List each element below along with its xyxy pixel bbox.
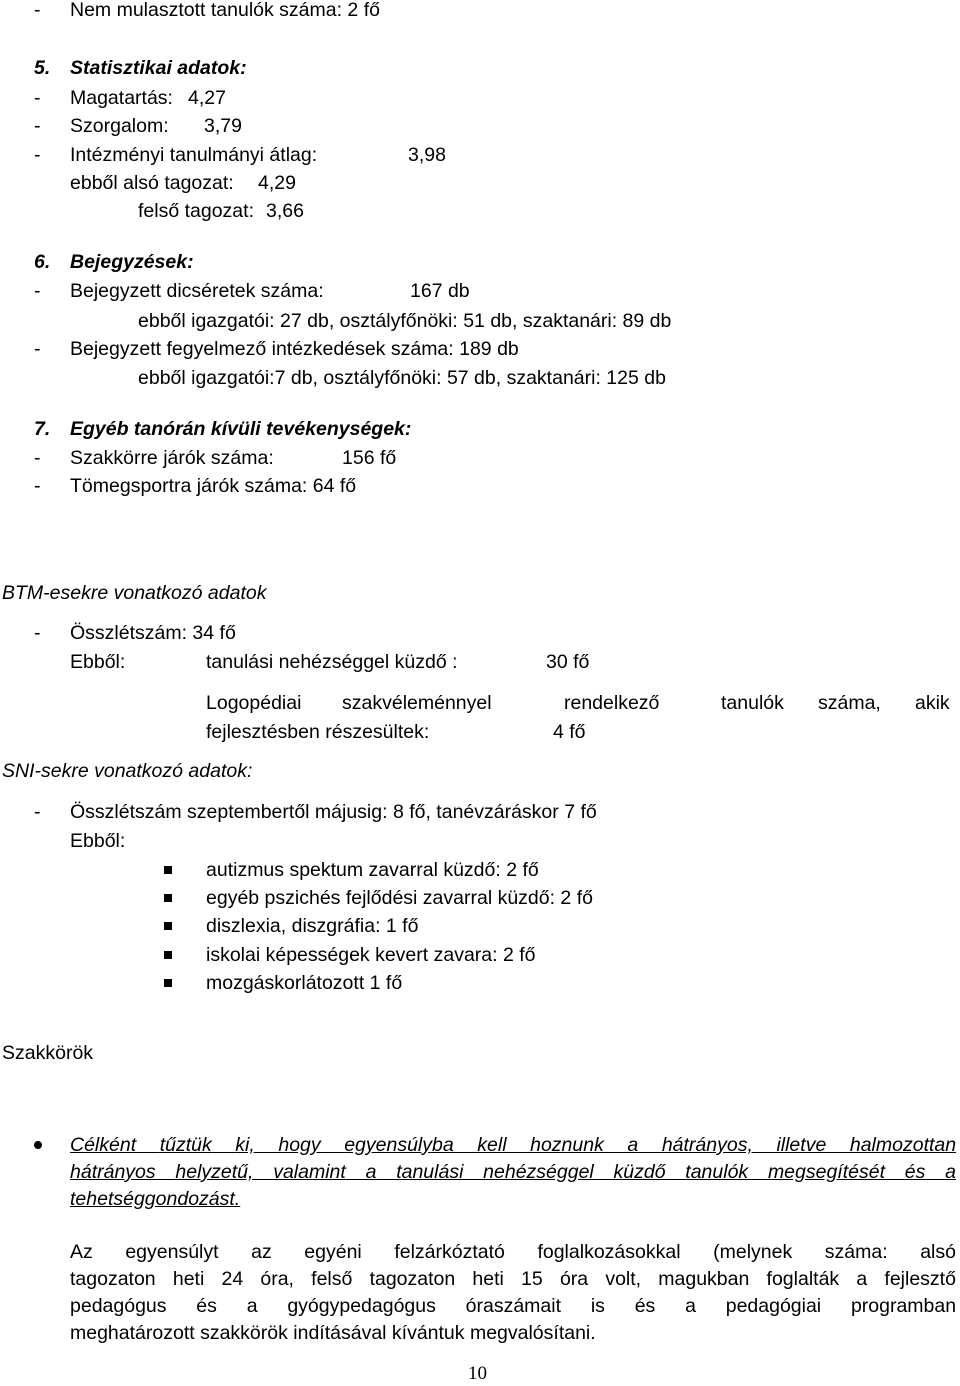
- paragraph-line: Az egyensúlyt az egyéni felzárkóztató foglalkozásokkal (melynek száma: alsó: [70, 1241, 956, 1263]
- square-bullet-icon: [164, 922, 172, 930]
- square-bullet-icon: [164, 894, 172, 902]
- praise-value: 167 db: [410, 280, 470, 302]
- diligence-label: Szorgalom:: [70, 115, 169, 137]
- paragraph-line: tagozaton heti 24 óra, felső tagozaton heti 15 óra volt, magukban foglalták a fejlesztő: [70, 1268, 956, 1290]
- logopedic-word: szakvéleménnyel: [342, 692, 492, 714]
- upper-grade-value: 3,66: [266, 200, 304, 222]
- list-dash: -: [34, 280, 41, 302]
- section-number: 5.: [34, 57, 51, 79]
- section-title-entries: Bejegyzések:: [70, 251, 194, 273]
- list-dash: -: [34, 447, 41, 469]
- square-bullet-icon: [164, 866, 172, 874]
- goal-line: Célként tűztük ki, hogy egyensúlyba kell hoznunk a hátrányos, illetve halmozottan: [70, 1134, 957, 1156]
- list-dash: -: [34, 144, 41, 166]
- section-number: 7.: [34, 418, 51, 440]
- square-bullet-icon: [164, 979, 172, 987]
- absent-students-line: Nem mulasztott tanulók száma: 2 fő: [70, 0, 380, 21]
- logopedic-label: fejlesztésben részesültek:: [206, 721, 430, 743]
- logopedic-value: 4 fő: [553, 721, 586, 743]
- btm-heading: BTM-esekre vonatkozó adatok: [2, 582, 267, 604]
- paragraph-line-last: meghatározott szakkörök indításával kívántuk megvalósítani.: [70, 1322, 596, 1344]
- logopedic-word: akik: [915, 692, 950, 714]
- section-title-extracurricular: Egyéb tanórán kívüli tevékenységek:: [70, 418, 412, 440]
- sni-item: diszlexia, diszgráfia: 1 fő: [206, 915, 419, 937]
- learning-difficulty-label: tanulási nehézséggel küzdő :: [206, 651, 458, 673]
- disciplinary-line: Bejegyzett fegyelmező intézkedések száma: 189 db: [70, 338, 519, 360]
- diligence-value: 3,79: [204, 115, 242, 137]
- section-title-statistics: Statisztikai adatok:: [70, 57, 247, 79]
- learning-difficulty-value: 30 fő: [546, 651, 590, 673]
- square-bullet-icon: [164, 951, 172, 959]
- goal-line-last: tehetséggondozást.: [70, 1188, 241, 1210]
- disciplinary-breakdown: ebből igazgatói:7 db, osztályfőnöki: 57 db, szaktanári: 125 db: [138, 367, 666, 389]
- behaviour-value: 4,27: [188, 87, 226, 109]
- section-number: 6.: [34, 251, 51, 273]
- school-average-value: 3,98: [408, 144, 446, 166]
- btm-ebbol: Ebből:: [70, 651, 126, 673]
- logopedic-word: rendelkező: [564, 692, 660, 714]
- praise-label: Bejegyzett dicséretek száma:: [70, 280, 324, 302]
- logopedic-word: Logopédiai: [206, 692, 302, 714]
- page-number: 10: [468, 1363, 487, 1384]
- list-dash: -: [34, 115, 41, 137]
- list-dash: -: [34, 622, 41, 644]
- clubs-heading: Szakkörök: [2, 1042, 94, 1064]
- list-dash: -: [34, 87, 41, 109]
- school-average-label: Intézményi tanulmányi átlag:: [70, 144, 318, 166]
- logopedic-word: száma,: [818, 692, 881, 714]
- praise-breakdown: ebből igazgatói: 27 db, osztályfőnöki: 51 db, szaktanári: 89 db: [138, 310, 672, 332]
- behaviour-label: Magatartás:: [70, 87, 173, 109]
- sni-item: egyéb pszichés fejlődési zavarral küzdő: 2 fő: [206, 887, 593, 909]
- sni-heading: SNI-sekre vonatkozó adatok:: [2, 760, 253, 782]
- club-members-label: Szakkörre járók száma:: [70, 447, 274, 469]
- lower-grade-value: 4,29: [258, 172, 296, 194]
- club-members-value: 156 fő: [342, 447, 397, 469]
- list-dash: -: [34, 801, 41, 823]
- round-bullet-icon: [34, 1141, 42, 1149]
- upper-grade-label: felső tagozat:: [138, 200, 254, 222]
- lower-grade-label: ebből alsó tagozat:: [70, 172, 234, 194]
- mass-sport-line: Tömegsportra járók száma: 64 fő: [70, 475, 357, 497]
- sni-item: iskolai képességek kevert zavara: 2 fő: [206, 944, 536, 966]
- goal-line: hátrányos helyzetű, valamint a tanulási nehézséggel küzdő tanulók megsegítését és a: [70, 1161, 956, 1183]
- list-dash: -: [34, 475, 41, 497]
- sni-total: Összlétszám szeptembertől májusig: 8 fő, tanévzáráskor 7 fő: [70, 801, 597, 823]
- paragraph-line: pedagógus és a gyógypedagógus óraszámait is és a pedagógiai programban: [70, 1295, 957, 1317]
- sni-item: mozgáskorlátozott 1 fő: [206, 972, 403, 994]
- list-dash: -: [34, 0, 41, 21]
- logopedic-word: tanulók: [721, 692, 784, 714]
- sni-item: autizmus spektum zavarral küzdő: 2 fő: [206, 859, 539, 881]
- list-dash: -: [34, 338, 41, 360]
- sni-ebbol: Ebből:: [70, 830, 126, 852]
- btm-total: Összlétszám: 34 fő: [70, 622, 236, 644]
